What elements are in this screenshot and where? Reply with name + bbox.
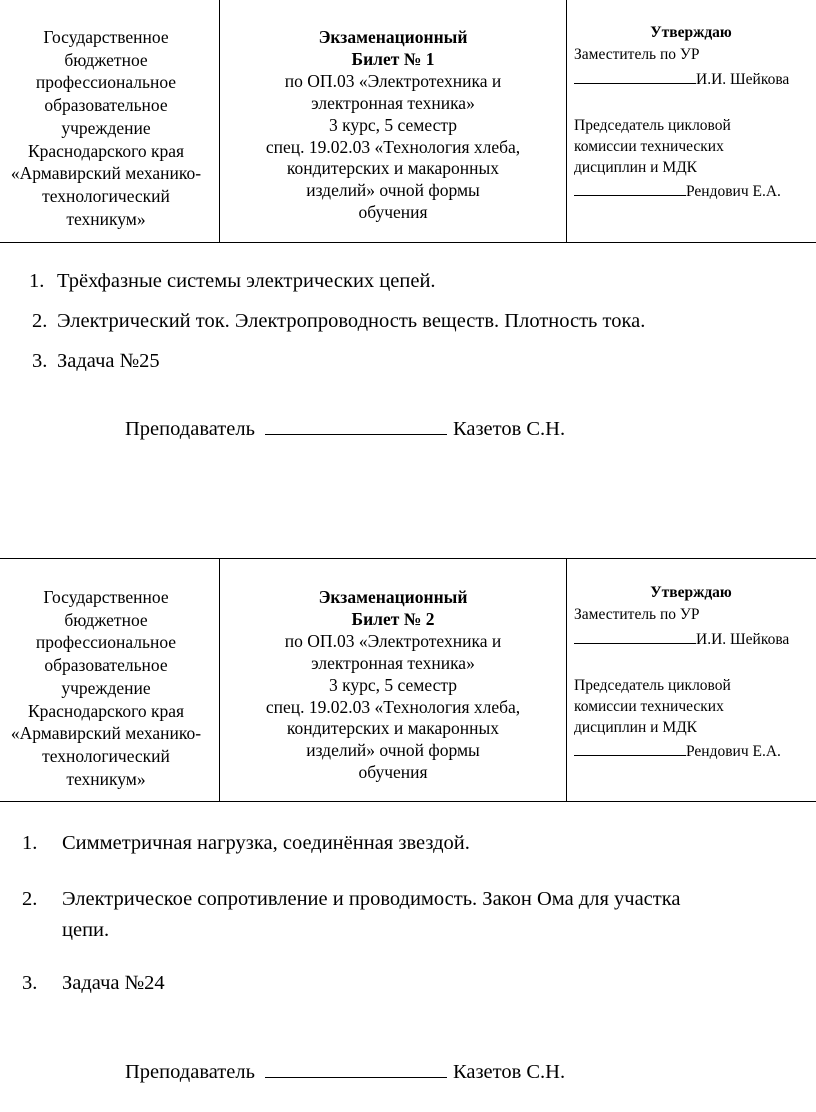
question-item [22,972,165,995]
chair-line: дисциплин и МДК [574,719,698,736]
institution-line: техникум» [66,768,146,789]
discipline-line: 3 курс, 5 семестр [329,674,457,695]
question-number: 2. [32,310,48,332]
chair-line: комиссии технических [574,138,724,155]
question-number: 1. [29,270,45,292]
teacher-label: Преподаватель [125,1061,255,1083]
ticket-number: Билет № 1 [351,48,435,69]
chair-signature [574,181,781,202]
institution-line: учреждение [61,677,151,698]
chair-line: Председатель цикловой [574,677,731,694]
question-text-continued: цепи. [62,919,110,941]
institution-line: «Армавирский механико- [10,723,202,744]
ticket-title: Экзаменационный [318,587,468,607]
question-text: Задача №25 [57,350,160,372]
discipline-line: обучения [358,202,428,223]
discipline-line: электронная техника» [311,92,475,113]
signature-line [265,416,447,435]
question-text: Трёхфазные системы электрических цепей. [57,270,436,292]
teacher-name: Казетов С.Н. [452,1061,566,1083]
institution-line: образовательное [44,95,168,116]
discipline-line: по ОП.03 «Электротехника и [284,630,502,651]
question-number: 3. [22,972,38,994]
institution-line: технологический [42,185,170,206]
discipline-line: изделий» очной формы [306,180,480,201]
chair-line: дисциплин и МДК [574,159,698,176]
institution-line: бюджетное [64,609,148,630]
deputy-signature [574,629,789,650]
discipline-line: изделий» очной формы [306,740,480,761]
question-item [32,310,645,333]
question-item [22,888,680,911]
ticket-number: Билет № 2 [351,608,435,629]
question-text: Задача №24 [62,972,165,994]
institution-cell [0,0,218,242]
signature-line [574,69,696,84]
discipline-line: обучения [358,762,428,783]
signature-line [574,181,686,196]
approval-cell [566,0,816,242]
institution-line: образовательное [44,655,168,676]
institution-line: техникум» [66,208,146,229]
institution-line: бюджетное [64,49,148,70]
ticket-title-cell [219,559,567,801]
institution-name [0,586,218,790]
institution-name [0,26,218,230]
signature-line [265,1059,447,1078]
ticket-header-1 [0,0,816,243]
ticket-title-cell [219,0,567,242]
question-item [22,832,470,855]
institution-cell [0,559,218,801]
approval-cell [566,559,816,801]
teacher-signature [125,416,565,441]
discipline-line: кондитерских и макаронных [286,718,500,739]
question-item [32,350,160,373]
teacher-name: Казетов С.Н. [452,418,566,440]
institution-line: Краснодарского края [27,140,185,161]
approve-title: Утверждаю [650,24,732,41]
discipline-line: спец. 19.02.03 «Технология хлеба, [265,136,521,157]
deputy-label: Заместитель по УР [574,46,700,63]
question-text: Электрический ток. Электропроводность веществ. Плотность тока. [57,310,646,332]
chair-name: Рендович Е.А. [686,743,781,760]
discipline-line: спец. 19.02.03 «Технология хлеба, [265,696,521,717]
question-text: Электрическое сопротивление и проводимость. Закон Ома для участка [62,888,681,910]
deputy-name: И.И. Шейкова [696,71,790,88]
institution-line: профессиональное [35,72,177,93]
signature-line [574,629,696,644]
institution-line: учреждение [61,117,151,138]
deputy-name: И.И. Шейкова [696,631,790,648]
question-item [29,270,436,293]
chair-line: Председатель цикловой [574,117,731,134]
chair-name: Рендович Е.А. [686,183,781,200]
question-number: 2. [22,888,38,910]
teacher-label: Преподаватель [125,418,255,440]
deputy-signature [574,69,789,90]
discipline-line: 3 курс, 5 семестр [329,114,457,135]
chair-line: комиссии технических [574,698,724,715]
chair-signature [574,741,781,762]
question-number: 1. [22,832,38,854]
institution-line: «Армавирский механико- [10,163,202,184]
discipline-line: по ОП.03 «Электротехника и [284,70,502,91]
teacher-signature [125,1059,565,1084]
discipline-line: кондитерских и макаронных [286,158,500,179]
institution-line: технологический [42,745,170,766]
signature-line [574,741,686,756]
question-text: Симметричная нагрузка, соединённая звездой. [62,832,470,854]
deputy-label: Заместитель по УР [574,606,700,623]
institution-line: Государственное [43,587,169,607]
institution-line: профессиональное [35,632,177,653]
ticket-header-2 [0,558,816,802]
ticket-title: Экзаменационный [318,27,468,47]
institution-line: Краснодарского края [27,700,185,721]
question-number: 3. [32,350,48,372]
approve-title: Утверждаю [650,584,732,601]
discipline-line: электронная техника» [311,652,475,673]
institution-line: Государственное [43,27,169,47]
